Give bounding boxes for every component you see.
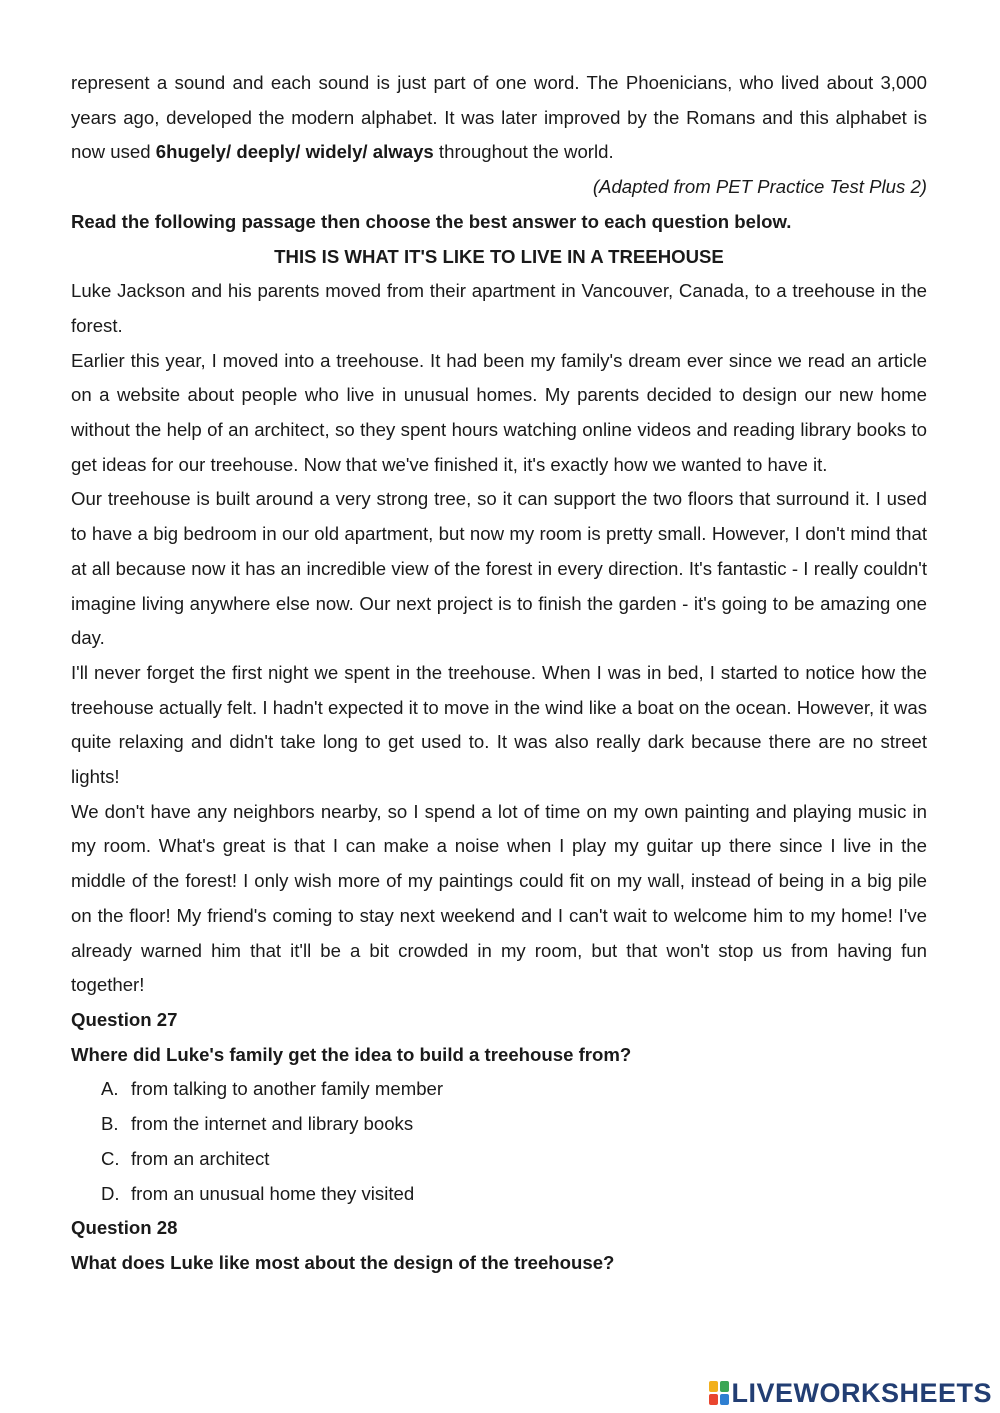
intro-text: represent a sound and each sound is just part of one word. The Phoenicians, who lived about 3,000 years ago, developed the modern alphabet. It was later improved by the Romans and this alphabet is now used: [71, 72, 927, 163]
passage-paragraph: Our treehouse is built around a very strong tree, so it can support the two floors that surround it. I used to have a big bedroom in our old apartment, but now my room is pretty small. However, I don't mind that at all because now it has an incredible view of the forest in every direction. It's fantastic - I really couldn't imagine living anywhere else now. Our next project is to finish the garden - it's going to be amazing one day.: [71, 488, 927, 649]
option-letter: B.: [101, 1113, 119, 1135]
question-label-27: Question 27: [71, 1008, 178, 1030]
logo-square: [709, 1381, 718, 1392]
logo-square: [709, 1394, 718, 1405]
question-prompt-28: What does Luke like most about the design of the treehouse?: [71, 1251, 615, 1273]
option-letter: A.: [101, 1078, 119, 1100]
worksheet-page: [71, 66, 927, 1281]
option-text: from the internet and library books: [131, 1113, 414, 1135]
answer-option-c[interactable]: [71, 1142, 927, 1177]
passage-title: THIS IS WHAT IT'S LIKE TO LIVE IN A TREEHOUSE: [274, 245, 724, 267]
option-text: from an architect: [131, 1147, 270, 1169]
source-citation: (Adapted from PET Practice Test Plus 2): [592, 176, 927, 198]
option-text: from an unusual home they visited: [131, 1182, 415, 1204]
passage-paragraph: Earlier this year, I moved into a treehouse. It had been my family's dream ever since we read an article on a website about people who live in unusual homes. My parents decided to design our new home without the help of an architect, so they spent hours watching online videos and reading library books to get ideas for our treehouse. Now that we've finished it, it's exactly how we wanted to have it.: [71, 349, 927, 475]
answer-option-d[interactable]: [71, 1177, 927, 1212]
word-choice-6: 6hugely/ deeply/ widely/ always: [155, 141, 434, 163]
answer-options-27: [71, 1072, 927, 1211]
passage-paragraph: Luke Jackson and his parents moved from their apartment in Vancouver, Canada, to a treehouse in the forest.: [71, 280, 927, 336]
liveworksheets-logo[interactable]: [709, 1376, 992, 1410]
logo-square: [720, 1394, 729, 1405]
option-letter: D.: [101, 1182, 120, 1204]
answer-option-b[interactable]: [71, 1107, 927, 1142]
logo-icon: [709, 1381, 729, 1405]
intro-paragraph: [71, 66, 927, 170]
question-label-28: Question 28: [71, 1217, 178, 1239]
intro-text-end: throughout the world.: [433, 141, 614, 163]
logo-text: LIVEWORKSHEETS: [731, 1377, 992, 1408]
option-text: from talking to another family member: [131, 1078, 444, 1100]
logo-square: [720, 1381, 729, 1392]
passage-paragraph: We don't have any neighbors nearby, so I spend a lot of time on my own painting and playing music in my room. What's great is that I can make a noise when I play my guitar up there since I live in the middle of the forest! I only wish more of my paintings could fit on my wall, instead of being in a big pile on the floor! My friend's coming to stay next weekend and I can't wait to welcome him to my home! I've already warned him that it'll be a bit crowded in my room, but that won't stop us from having fun together!: [71, 800, 927, 996]
answer-option-a[interactable]: [71, 1072, 927, 1107]
instruction: Read the following passage then choose the best answer to each question below.: [71, 210, 792, 232]
passage-paragraph: I'll never forget the first night we spent in the treehouse. When I was in bed, I started to notice how the treehouse actually felt. I hadn't expected it to move in the wind like a boat on the ocean. However, it was quite relaxing and didn't take long to get used to. It was also really dark because there are no street lights!: [71, 661, 927, 788]
option-letter: C.: [101, 1147, 120, 1169]
question-prompt-27: Where did Luke's family get the idea to build a treehouse from?: [71, 1043, 632, 1065]
